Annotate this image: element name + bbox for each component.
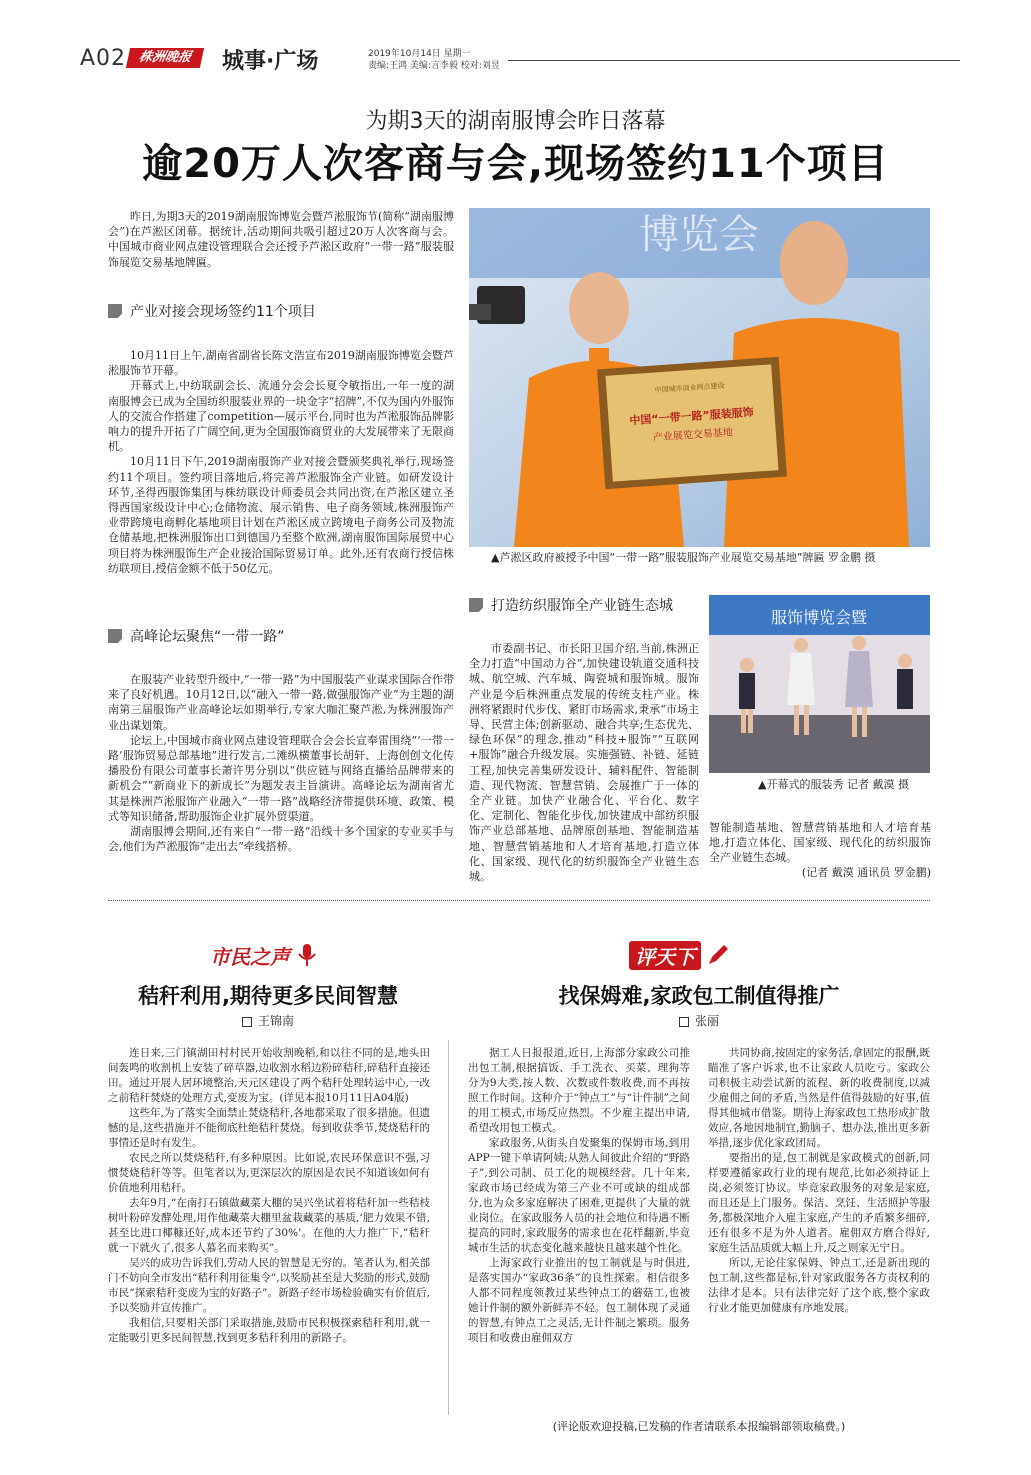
backdrop-text: 服饰博览会暨 (770, 608, 868, 627)
issue-meta (368, 48, 500, 72)
paragraph: 所以,无论住家保姆、钟点工,还是新出现的包工制,这些都是标,针对家政服务各方责权利的法律才是本。只有法律完好了这个底,整个家政行业才能更加健康有序地发展。 (708, 1257, 930, 1314)
paragraph: 农民之所以焚烧秸秆,有多种原因。比如说,农民环保意识不强,习惯焚烧秸秆等等。但笔者以为,更深层次的原因是农民不知道该如何有价值地利用秸秆。 (108, 1152, 430, 1194)
fashion-show-illustration (709, 595, 930, 773)
column-logo-citizen (170, 940, 360, 970)
article-headline: 逾20万人次客商与会,现场签约11个项目 (142, 141, 889, 187)
column-divider (448, 1040, 449, 1415)
subhead-ecocity (469, 594, 699, 616)
paragraph: 家政服务,从街头自发聚集的保姆市场,到用APP一键下单请阿姨;从熟人间彼此介绍的“野路子”,到公司制、员工化的规模经营。几十年来,家政市场已经成为第三产业不可或缺的组成部分,也为众多家庭解决了困难,更提供了大量的就业岗位。在家政服务人员的社会地位和待遇不断提高的同时,家政服务的需求也在花样翻新,毕竟城市生活的状态变化越来越快且越来越个性化。 (468, 1137, 690, 1254)
photo2-caption: ▲开幕式的服装秀 记者 戴漠 摄 (758, 778, 909, 791)
commentary-right-col1 (468, 1046, 690, 1346)
plaque-top-text: 中国城市商业网点建设 (654, 381, 725, 395)
editor-line: 责编:王鸿 美编:言李毅 校对:刘昱 (368, 61, 500, 71)
plaque-ceremony-illustration (469, 208, 930, 547)
paragraph: 上海家政行业推出的包工制就是与时俱进,是落实国办“家政36条”的良性探索。相信很多人都不同程度领教过某些钟点工的蘑菇工,也被她计件制的额外新鲜弄不轻。包工制体现了灵通的智慧,有钟点工之灵活,无计件制之繁琐。服务项目和收费由雇佣双方 (468, 1257, 690, 1344)
author-name: 王锦南 (257, 1014, 294, 1028)
paragraph: 要指出的是,包工制就是家政模式的创新,同样要遵循家政行业的现有规范,比如必须持证上岗,必须签订协议。毕竟家政服务的对象是家庭,而且还是上门服务。保洁、烹饪、生活照护等服务,都极深地介入雇主家庭,产生的矛盾繁多细碎,还有很多不是为外人道者。雇佣双方磨合得好,家庭生活品质就大幅上升,反之则家无宁日。 (708, 1152, 930, 1254)
paper-logo: 株洲晚报 (126, 48, 204, 68)
subhead-signing (108, 300, 454, 322)
paragraph: 据工人日报报道,近日,上海部分家政公司推出包工制,根据搞饭、手工洗衣、买菜、理狗等分为9大类,按人数、次数或件数收费,而不再按照工作时间。这种介于“钟点工”与“计件制”之间的用工模式,市场反应热烈。不少雇主提出申请,希望改用包工模式。 (468, 1047, 690, 1134)
lead-paragraph: 昨日,为期3天的2019湖南服饰博览会暨芦淞服饰节(简称“湖南服博会”)在芦淞区闭幕。据统计,活动期间共吸引超过20万人次客商与会。中国城市商业网点建设管理联合会还授予芦淞区政府“一带一路”服装服饰展览交易基地牌匾。 (108, 210, 454, 269)
paragraph: 智能制造基地、智慧营销基地和人才培育基地,打造立体化、国家级、现代化的纺织服饰全产业链生态城。 (709, 821, 931, 865)
photo1-caption: ▲芦淞区政府被授予中国“一带一路”服装服饰产业展览交易基地”牌匾 罗金鹏 摄 (491, 551, 876, 564)
author-box-icon (242, 1017, 252, 1027)
paragraph: 论坛上,中国城市商业网点建设管理联合会会长宣奉雷围绕“‘一带一路’服饰贸易总部基地”进行发言,二滩纵横董事长胡轩、上海创创文化传播股份有限公司董事长萧许男分别以“供应链与网络直播给品牌带来的新机会”“新商业下的新成长”为题发表主旨演讲。高峰论坛为湖南省尤其是株洲芦淞服饰产业融入“一带一路”战略经济带提供环境、政策、模式等知识储备,帮助服饰企业扩展外贸渠道。 (108, 733, 454, 823)
section-forum-body (108, 672, 454, 854)
header-rule (508, 60, 960, 61)
paragraph: 我相信,只要相关部门采取措施,鼓励市民积极探索秸秆利用,就一定能吸引更多民间智慧,找到更多秸秆利用的新路子。 (108, 1317, 430, 1344)
commentary-left-title: 秸秆利用,期待更多民间智慧 (138, 984, 398, 1008)
paragraph: 10月11日上午,湖南省副省长陈文浩宣布2019湖南服饰博览会暨芦淞服饰节开幕。 (108, 349, 454, 378)
paragraph: 10月11日下午,2019湖南服饰产业对接会暨颁奖典礼举行,现场签约11个项目。签约项目落地后,将完善芦淞服饰全产业链。如研发设计环节,圣得西服饰集团与株纺联设计师委员会共同出资,在芦淞区建立圣得西国家级设计中心;仓储物流、展示销售、电子商务领域,株洲服饰产业带跨境电商孵化基地项目计划在芦淞区成立跨境电子商务公司及物流仓储基地,把株洲服饰出口到德国乃至整个欧洲,湖南服饰国际展贸中心项目将为株洲服饰生产企业接洽国际贸易订单。此外,还有农商行授信株纺联项目,授信金额不低于50亿元。 (108, 455, 454, 575)
commentary-right-title: 找保姆难,家政包工制值得推广 (558, 984, 840, 1008)
banner-text: 博览会 (639, 212, 759, 258)
article-lead (108, 209, 454, 270)
photo-fashion-show (709, 595, 930, 773)
paragraph: 市委副书记、市长阳卫国介绍,当前,株洲正全力打造“中国动力谷”,加快建设轨道交通科技城、航空城、汽车城、陶瓷城和服饰城。服饰产业是今后株洲重点发展的传统支柱产业。株洲将紧跟时代步伐、紧盯市场需求,秉承“市场主导、民营主体;创新驱动、融合共享;生态优先、绿色环保”的理念,推动“科技+服饰”“互联网+服饰”融合升级发展。实施强链、补链、延链工程,加快完善集研发设计、辅料配件、智能制造、现代物流、智慧营销、会展推广于一体的全产业链。加快产业融合化、平台化、数字化、定制化、智能化步伐,加快建成中部纺织服饰产业总部基地、品牌原创基地、智能制造基地、智慧营销基地和人才培育基地,打造立体化、国家级、现代化的纺织服饰全产业链生态城。 (469, 642, 699, 884)
commentary-left-body (108, 1046, 430, 1346)
paragraph: 吴兴的成功告诉我们,劳动人民的智慧是无穷的。笔者认为,相关部门不妨向全市发出“秸秆利用征集令”,以奖励甚至是大奖励的形式,鼓励市民“探索秸秆变废为宝的好路子”。新路子经市场检验确实有价值后,予以奖励并宣传推广。 (108, 1257, 430, 1314)
subhead-ecocity-text: 打造纺织服饰全产业链生态城 (491, 598, 673, 614)
subhead-marker-icon (469, 598, 483, 612)
subhead-forum (108, 625, 454, 647)
plaque-line1: 中国“一带一路”服装服饰 (629, 405, 755, 428)
author-name: 张丽 (694, 1014, 719, 1028)
column-logo-text: 市民之声 (210, 944, 290, 969)
paragraph: 湖南服博会期间,还有来自“一带一路”沿线十多个国家的专业买手与会,他们为芦淞服饰“走出去”牵线搭桥。 (108, 825, 454, 854)
date-line: 2019年10月14日 星期一 (368, 49, 471, 59)
paragraph: 开幕式上,中纺联副会长、流通分会会长夏令敏指出,一年一度的湖南服博会已成为全国纺织服装业界的一块金字“招牌”,不仅为国内外服饰人的交流合作搭建了competition—展示平台,同时也为芦淞服饰品牌影响力的提升开拓了广阔空间,更为全国服饰商贸业的大发展带来了无限商机。 (108, 379, 454, 454)
article-byline: (记者 戴漠 通讯员 罗金鹏) (801, 866, 931, 879)
paragraph: 这些年,为了落实全面禁止焚烧秸秆,各地都采取了很多措施。但遗憾的是,这些措施并不能彻底杜绝秸秆焚烧。每到收获季节,焚烧秸秆的事情还是时有发生。 (108, 1107, 430, 1149)
photo-plaque-ceremony (469, 208, 930, 547)
paragraph: 去年9月,“在南打石镇做藏菜大棚的吴兴坐试着将秸秆加一些秸枝树叶粉碎发酵处理,用作他藏菜大棚里盆栽藏菜的基质,‘肥力效果不错,甚至比进口椰糠还好,成本还节约了30%’。在他的大力推广下,”秸秆就一下就火了,很多人慕名而来购买”。 (108, 1197, 430, 1254)
paragraph: 连日来,三门镇湖田村村民开始收割晚稻,和以往不同的是,地头田间轰鸣的收割机上安装了碎草器,边收割水稻边粉碎秸秆,碎秸秆直接还田。通过开展人居环境整治,天元区建设了两个秸秆处理转运中心,一改之前秸秆焚烧的处理方式,变废为宝。(详见本报10月11日A04版) (108, 1047, 430, 1104)
subhead-signing-text: 产业对接会现场签约11个项目 (130, 304, 316, 320)
microphone-icon (294, 942, 320, 968)
section-ecocity-body (469, 641, 699, 884)
masthead (0, 0, 1031, 80)
section-title: 城事·广场 (222, 49, 319, 74)
footer-note: (评论版欢迎投稿,已发稿的作者请联系本报编辑部领取稿费。) (552, 1420, 846, 1433)
subhead-marker-icon (108, 304, 122, 318)
subhead-marker-icon (108, 629, 122, 643)
commentary-left-author (108, 1012, 428, 1029)
subhead-forum-text: 高峰论坛聚焦“一带一路” (130, 629, 285, 645)
author-box-icon (679, 1017, 689, 1027)
column-logo-comment (600, 940, 760, 970)
section-ecocity-continued (709, 820, 931, 866)
paragraph: 共同协商,按固定的家务活,拿固定的报酬,既瞄准了客户诉求,也不让家政人员吃亏。家政公司积极主动尝试新的流程、新的收费制度,以减少雇佣之间的矛盾,当然是件值得鼓励的好事,值得其他城市借鉴。期待上海家政包工热形成扩散效应,各地因地制宜,勤脑子、想办法,推出更多新举措,逐步优化家政团局。 (708, 1047, 930, 1149)
commentary-right-col2 (708, 1046, 930, 1316)
paragraph: 在服装产业转型升级中,“一带一路”为中国服装产业谋求国际合作带来了良好机遇。10月12日,以“融入一带一路,做强服饰产业”为主题的湖南第三届服饰产业高峰论坛如期举行,专家大咖汇聚芦淞,为株洲服饰产业出谋划策。 (108, 673, 454, 732)
article-kicker: 为期3天的湖南服博会昨日落幕 (365, 109, 666, 134)
page-number: A02 (80, 46, 127, 71)
column-logo-text: 评天下 (629, 941, 701, 970)
pen-icon (705, 942, 731, 968)
commentary-right-author (468, 1012, 930, 1029)
section-signing-body (108, 348, 454, 576)
section-divider (108, 900, 930, 902)
plaque-line2: 产业展览交易基地 (652, 427, 734, 444)
